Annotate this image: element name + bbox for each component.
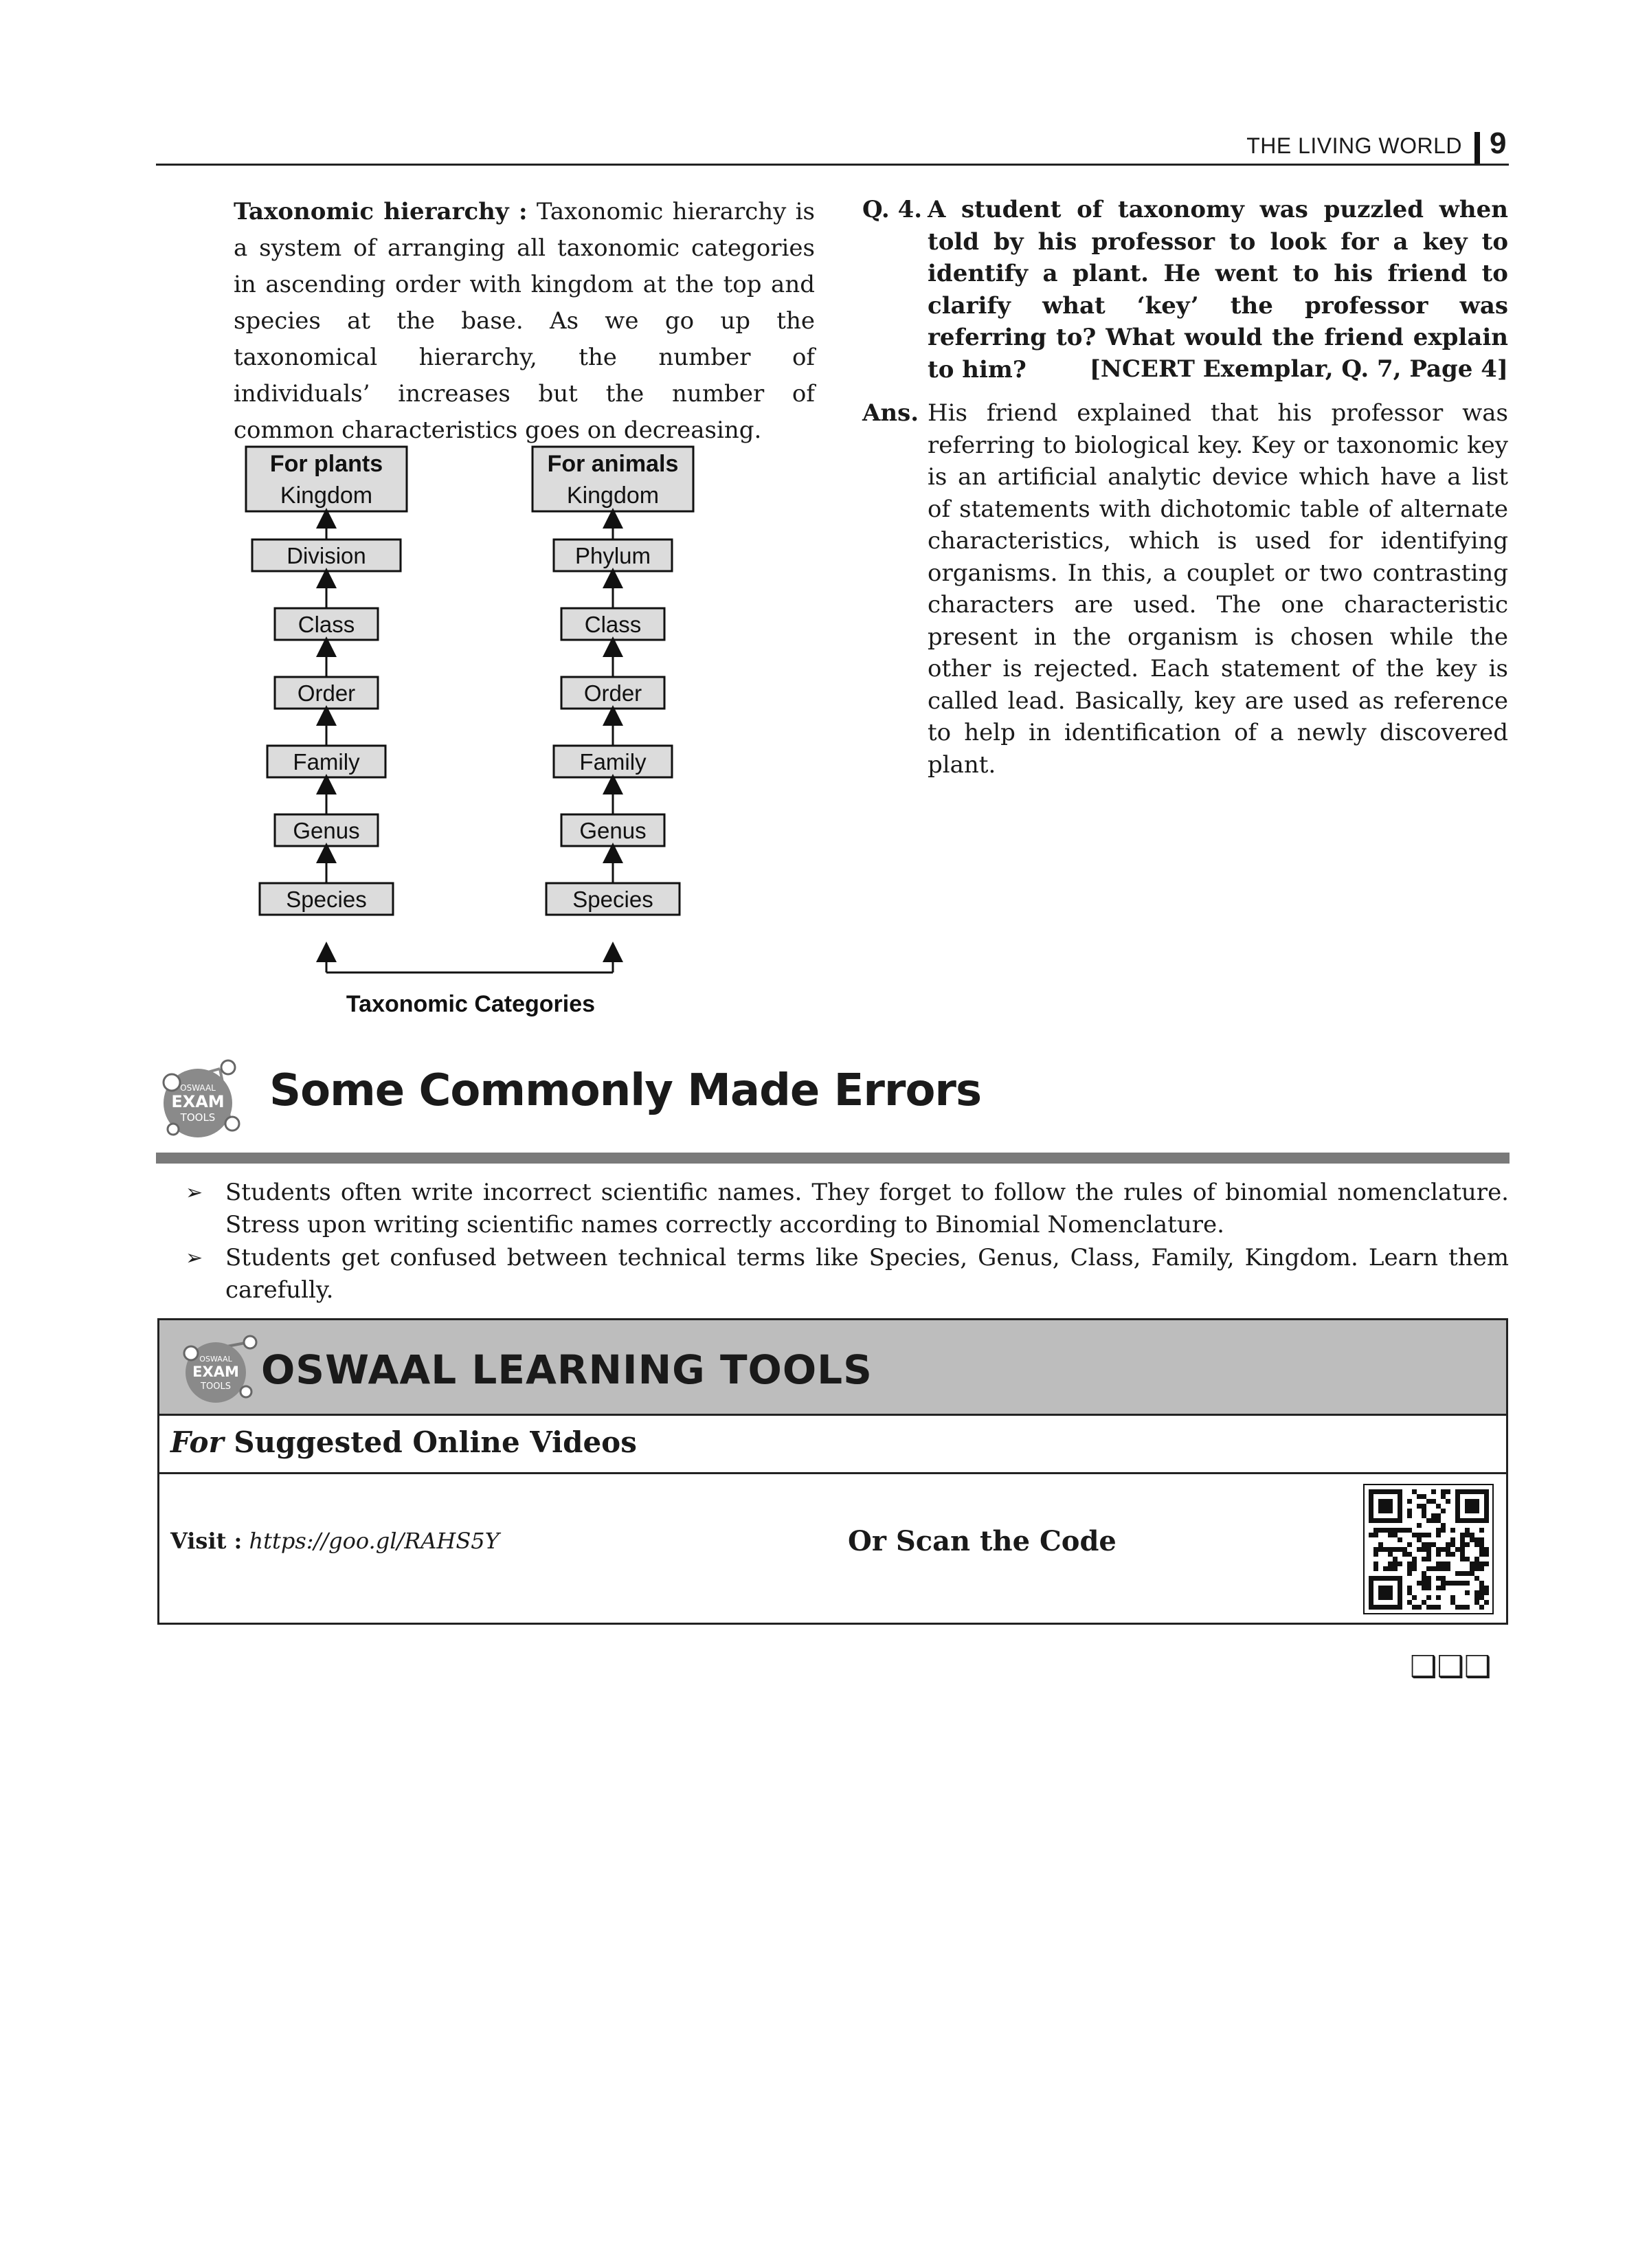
- suggested-videos-label: Suggested Online Videos: [234, 1425, 637, 1459]
- visit-label: Visit :: [170, 1528, 243, 1554]
- errors-section-rule: [156, 1153, 1510, 1164]
- page-number: 9: [1490, 126, 1507, 160]
- visit-line: [170, 1528, 500, 1554]
- rank-label: Division: [287, 543, 366, 568]
- question-reference: [NCERT Exemplar, Q. 7, Page 4]: [1089, 355, 1508, 383]
- svg-text:TOOLS: TOOLS: [201, 1381, 231, 1392]
- rank-label: Family: [579, 749, 647, 775]
- svg-text:OSWAAL: OSWAAL: [199, 1355, 232, 1364]
- qr-code-icon: [1363, 1484, 1494, 1614]
- suggested-videos-row: [159, 1416, 1506, 1474]
- learning-tools-header: [159, 1320, 1506, 1416]
- header-separator: [1474, 132, 1480, 164]
- diagram-caption: Taxonomic Categories: [346, 991, 596, 1017]
- column-title: For animals: [547, 451, 679, 477]
- svg-text:TOOLS: TOOLS: [180, 1111, 216, 1124]
- learning-tools-title: OSWAAL LEARNING TOOLS: [261, 1346, 873, 1393]
- visit-url-link[interactable]: https://goo.gl/RAHS5Y: [249, 1528, 500, 1554]
- question-text: A student of taxonomy was puzzled when told by his professor to look for a key to identify a plant. He went to his friend to clarify what ‘key’ the professor was referring to? What would the friend explain to him?: [928, 196, 1508, 383]
- errors-section-title: Some Commonly Made Errors: [269, 1065, 982, 1116]
- rank-label: Order: [583, 680, 642, 706]
- rank-label: Family: [293, 749, 360, 775]
- running-header-title: THE LIVING WORLD: [1246, 133, 1462, 158]
- question-number: Q. 4.: [862, 196, 923, 223]
- rank-label: Genus: [293, 818, 360, 843]
- rank-label: Class: [584, 612, 642, 637]
- scan-code-label: Or Scan the Code: [848, 1525, 1117, 1557]
- rank-label: Order: [297, 680, 356, 706]
- column-title: For plants: [269, 451, 383, 477]
- term-label: Taxonomic hierarchy :: [234, 198, 528, 225]
- oswaal-exam-tools-logo: [172, 1333, 261, 1408]
- rank-label: Kingdom: [280, 482, 373, 509]
- rank-label: Class: [298, 612, 355, 637]
- bullet-arrow-icon: ➢: [186, 1181, 203, 1205]
- answer-text: His friend explained that his professor was referring to biological key. Key or taxonomic key is an artificial analytic device which have a list of statements with dichotomic table of alternate characteristics, which is used for identifying organisms. In this, a couplet or two contrasting characters are used. The one characteristic present in the organism is chosen while the other is rejected. Each statement of the key is called lead. Basically, key are used as reference to help in identification of a newly discovered plant.: [928, 399, 1508, 779]
- rank-label: Genus: [579, 818, 647, 843]
- term-definition: Taxonomic hierarchy is a system of arranging all taxonomic categories in ascending order with kingdom at the top and species at the base. As we go up the taxonomical hierarchy, the number of individuals’ increases but the number of common characteristics goes on decreasing.: [234, 198, 816, 444]
- rank-label: Phylum: [574, 543, 651, 568]
- error-bullet-text: Students often write incorrect scientific names. They forget to follow the rules of binomial nomenclature. Stress upon writing scientific names correctly according to Binomial Nomenclature.: [225, 1179, 1509, 1238]
- learning-tools-box: [157, 1318, 1508, 1625]
- header-rule: [156, 164, 1509, 166]
- rank-label: Species: [286, 887, 367, 912]
- error-bullet-text: Students get confused between technical terms like Species, Genus, Class, Family, Kingdom. Learn them carefully.: [225, 1244, 1509, 1304]
- rank-label: Kingdom: [566, 482, 660, 509]
- end-of-section-squares-icon: ❑❑❑: [1410, 1649, 1492, 1685]
- taxonomic-hierarchy-diagram: [234, 440, 749, 1031]
- taxonomic-hierarchy-paragraph: [234, 194, 815, 449]
- svg-text:OSWAAL: OSWAAL: [180, 1083, 216, 1093]
- svg-text:EXAM: EXAM: [171, 1092, 225, 1111]
- rank-label: Species: [572, 887, 653, 912]
- bullet-arrow-icon: ➢: [186, 1246, 203, 1270]
- svg-text:EXAM: EXAM: [192, 1364, 239, 1380]
- suggested-videos-heading: [170, 1425, 637, 1459]
- answer-label: Ans.: [862, 399, 919, 427]
- oswaal-exam-tools-logo: [151, 1055, 247, 1144]
- for-label: For: [170, 1425, 224, 1459]
